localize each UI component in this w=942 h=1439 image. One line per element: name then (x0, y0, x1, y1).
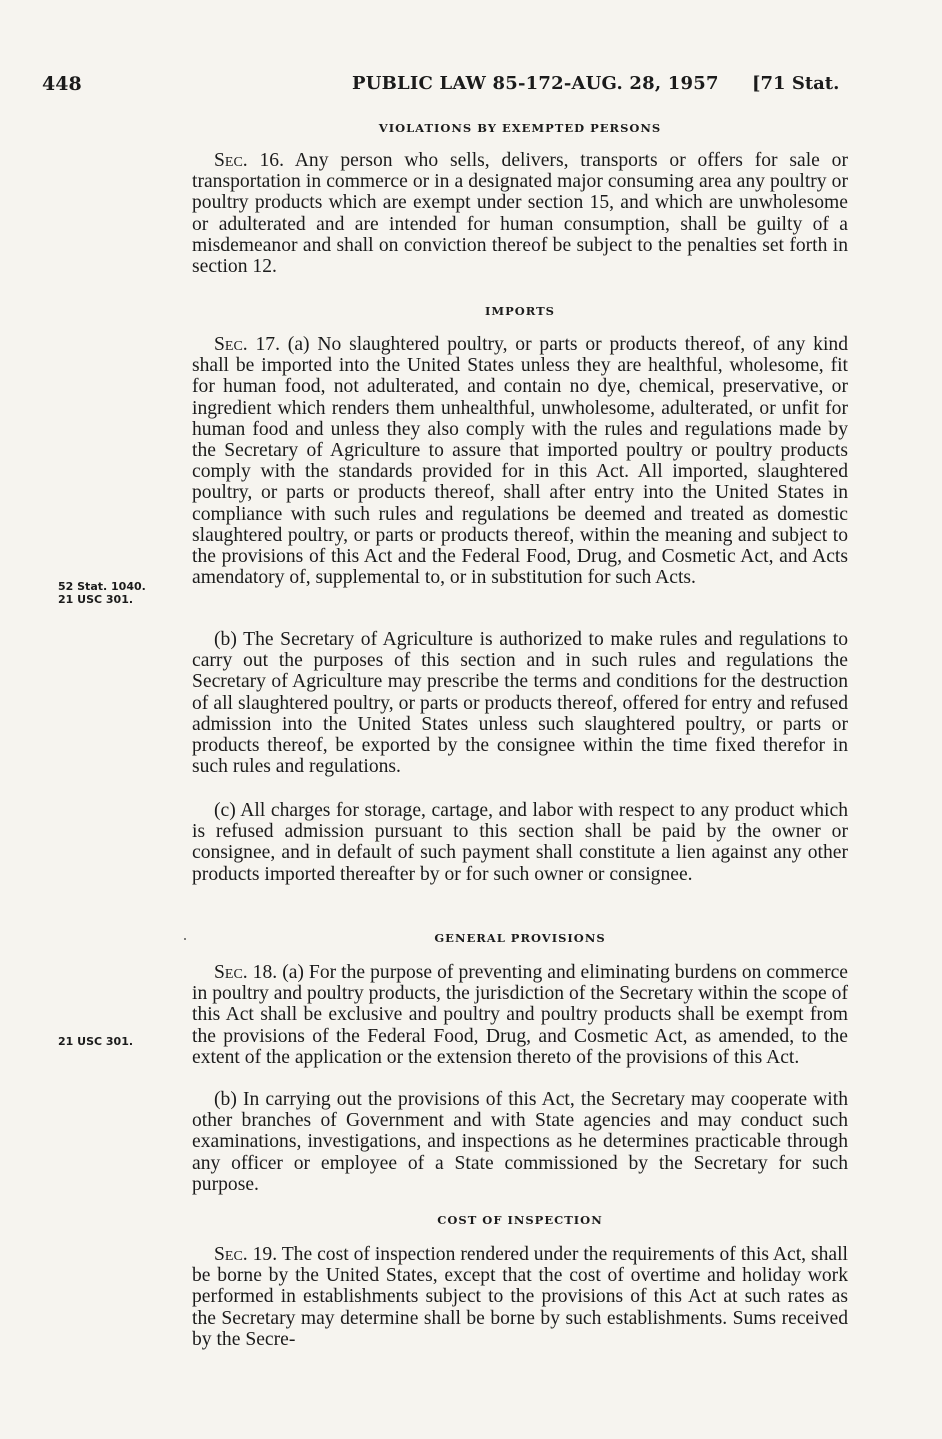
section-17a (192, 334, 848, 588)
heading-general-provisions: GENERAL PROVISIONS (434, 931, 606, 945)
margin-note-citation-1 (58, 580, 168, 606)
heading-violations: VIOLATIONS BY EXEMPTED PERSONS (378, 121, 662, 135)
section-17c (192, 800, 848, 885)
section-17b-text: (b) The Secretary of Agriculture is authorized to make rules and regulations to carry out the purposes of this section and in such rules and regulations the Secretary of Agriculture may prescribe the terms and conditions for the destruction of all slaughtered poultry, or parts or products thereof, offered for entry and refused admission into the United States unless such slaughtered poultry, or parts or products thereof, be exported by the consignee within the time fixed therefor in such rules and regulations. (192, 629, 848, 778)
section-17b (192, 629, 848, 777)
section-17c-text: (c) All charges for storage, cartage, and labor with respect to any product which is refused admission pursuant to this section shall be paid by the owner or consignee, and in default of such payment shall constitute a lien against any other products imported thereafter by or for such owner or consignee. (192, 800, 848, 885)
section-18b (192, 1089, 848, 1195)
margin-note-citation-2: 21 USC 301. (58, 1035, 134, 1048)
section-18b-text: (b) In carrying out the provisions of this Act, the Secretary may cooperate with other branches of Government and with State agencies and may conduct such examinations, investigations, and inspections as he determines practicable through any officer or employee of a State commissioned by the Secretary for such purpose. (192, 1089, 848, 1195)
section-18a (192, 962, 848, 1068)
section-19 (192, 1244, 848, 1350)
section-16 (192, 150, 848, 277)
section-18a-text: (a) For the purpose of preventing and eliminating burdens on commerce in poultry and poultry products, the jurisdiction of the Secretary within the scope of this Act shall be exclusive and poultry and poultry products shall be exempt from the provisions of the Federal Food, Drug, and Cosmetic Act, as amended, to the extent of the application or the extension thereto of the provisions of this Act. (192, 962, 849, 1068)
section-18-label: Sec. 18. (214, 962, 278, 983)
section-19-label: Sec. 19. (214, 1244, 278, 1265)
running-header (0, 73, 942, 97)
heading-cost-of-inspection: COST OF INSPECTION (437, 1213, 603, 1227)
heading-imports: IMPORTS (485, 304, 555, 318)
section-17-label: Sec. 17. (214, 334, 280, 355)
running-title: PUBLIC LAW 85-172-AUG. 28, 1957 (352, 73, 719, 94)
section-17a-text: (a) No slaughtered poultry, or parts or products thereof, of any kind shall be imported into the United States unless they are healthful, wholesome, fit for human food, not adulterated, and contain no dye, chemical, preservative, or ingredient which renders them unhealthful, unwholesome, adulterated, or unfit for human food and unless they also comply with the rules and regulations made by the Secretary of Agriculture to assure that imported poultry or poultry products comply with the standards provided for in this Act. All imported, slaughtered poultry, or parts or products thereof, shall after entry into the United States in compliance with such rules and regulations be deemed and treated as domestic slaughtered poultry, or parts or products thereof, within the meaning and subject to the provisions of this Act and the Federal Food, Drug, and Cosmetic Act, and Acts amendatory of, supplemental to, or in substitution for such Acts. (192, 334, 848, 589)
statute-reference: [71 Stat. (752, 73, 840, 94)
margin-note-usc: 21 USC 301. (58, 593, 134, 606)
page-number: 448 (42, 73, 82, 95)
section-16-label: Sec. 16. (214, 150, 285, 171)
section-16-text: Any person who sells, delivers, transports or offers for sale or transportation in commerce or in a designated major consuming area any poultry or poultry products which are exempt under section 15, and which are unwholesome or adulterated and are intended for human consumption, shall be guilty of a misdemeanor and shall on conviction thereof be subject to the penalties set forth in section 12. (192, 150, 849, 278)
print-speck (184, 938, 186, 940)
section-19-text: The cost of inspection rendered under the requirements of this Act, shall be borne by the United States, except that the cost of overtime and holiday work performed in establishments subject to the provisions of this Act at such rates as the Secretary may determine shall be borne by such establishments. Sums received by the Secre- (192, 1244, 849, 1350)
margin-note-stat: 52 Stat. 1040. (58, 580, 146, 593)
